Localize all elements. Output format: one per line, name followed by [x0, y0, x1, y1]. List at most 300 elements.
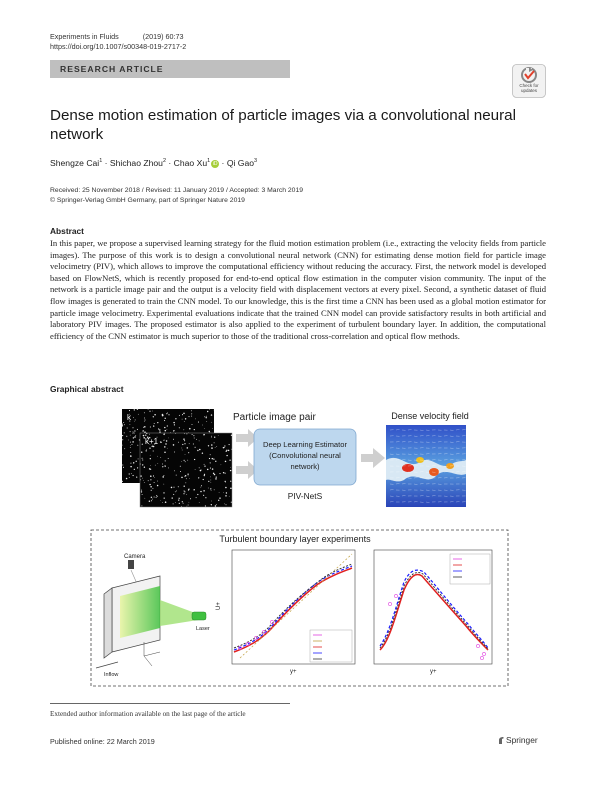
- particle-dot: [152, 411, 153, 412]
- particle-dot: [174, 430, 175, 431]
- particle-dot: [171, 487, 173, 489]
- particle-dot: [159, 429, 160, 430]
- particle-dot: [160, 441, 162, 443]
- particle-dot: [164, 427, 165, 428]
- particle-dot: [202, 453, 203, 454]
- tbl-experiments-title: Turbulent boundary layer experiments: [219, 534, 371, 544]
- particle-dot: [210, 462, 211, 463]
- particle-dot: [126, 436, 127, 437]
- particle-dot: [230, 467, 231, 468]
- svg-text:U+: U+: [216, 602, 222, 610]
- particle-dot: [201, 485, 202, 486]
- particle-dot: [211, 504, 212, 505]
- particle-dot: [194, 490, 195, 491]
- particle-dot: [198, 422, 199, 423]
- particle-dot: [165, 418, 166, 419]
- author-name[interactable]: Qi Gao: [226, 158, 255, 168]
- particle-dot: [127, 427, 128, 428]
- particle-dot: [191, 410, 192, 411]
- particle-dot: [194, 459, 195, 460]
- particle-dot: [124, 424, 125, 425]
- particle-dot: [223, 492, 224, 493]
- particle-dot: [183, 493, 184, 494]
- particle-dot: [173, 494, 174, 495]
- particle-dot: [193, 443, 194, 444]
- particle-dot: [182, 444, 183, 445]
- particle-dot: [163, 492, 164, 493]
- copyright-notice: © Springer-Verlag GmbH Germany, part of Springer Nature 2019: [50, 197, 245, 204]
- particle-dot: [206, 421, 207, 422]
- affiliation-marker: 2: [162, 158, 167, 165]
- particle-dot: [206, 416, 207, 417]
- footnote-divider: [50, 703, 290, 704]
- particle-dot: [226, 492, 227, 493]
- particle-dot: [162, 464, 163, 465]
- particle-dot: [137, 429, 138, 430]
- particle-dot: [187, 474, 188, 475]
- particle-dot: [155, 465, 156, 466]
- particle-dot: [150, 426, 151, 427]
- particle-dot: [138, 458, 139, 459]
- particle-dot: [144, 421, 145, 422]
- particle-dot: [215, 505, 216, 506]
- particle-dot: [137, 408, 138, 409]
- particle-dot: [136, 476, 137, 477]
- particle-dot: [193, 435, 194, 436]
- particle-dot: [132, 441, 134, 443]
- springer-horse-icon: [497, 736, 505, 745]
- particle-dot: [130, 447, 131, 448]
- particle-dot: [130, 452, 131, 453]
- particle-dot: [199, 449, 201, 451]
- particle-dot: [128, 440, 129, 441]
- particle-dot: [174, 470, 175, 471]
- particle-dot: [199, 441, 200, 442]
- particle-dot: [136, 461, 137, 462]
- particle-dot: [212, 468, 213, 469]
- particle-dot: [174, 424, 175, 425]
- particle-dot: [182, 414, 183, 415]
- particle-dot: [208, 445, 209, 446]
- orcid-icon[interactable]: iD: [212, 161, 218, 167]
- particle-dot: [185, 461, 186, 462]
- velocity-profile-plot: [216, 550, 355, 675]
- particle-dot: [226, 455, 227, 456]
- particle-dot: [211, 414, 212, 415]
- check-for-updates-label: Check for updates: [519, 83, 539, 93]
- particle-dot: [137, 467, 138, 468]
- particle-dot: [162, 476, 164, 478]
- particle-dot: [141, 490, 142, 491]
- particle-dot: [129, 473, 130, 474]
- particle-dot: [141, 458, 142, 459]
- particle-dot: [187, 506, 188, 507]
- particle-dot: [207, 469, 209, 471]
- particle-dot: [175, 433, 176, 434]
- particle-dot: [163, 484, 164, 485]
- particle-dot: [170, 432, 171, 433]
- particle-dot: [180, 471, 181, 472]
- particle-dot: [182, 501, 183, 502]
- frame-label-k: k: [127, 413, 131, 422]
- particle-dot: [179, 503, 180, 504]
- author-list: Shengze Cai$^1$ · Shichao Zhou$^2$ · Chao Xu$^1$ iD · Qi Gao$^3$: [50, 158, 258, 168]
- particle-dot: [149, 484, 150, 485]
- estimator-name: PIV-NetS: [287, 491, 323, 501]
- particle-dot: [199, 502, 200, 503]
- particle-dot: [168, 467, 169, 468]
- particle-dot: [192, 424, 193, 425]
- particle-dot: [132, 427, 133, 428]
- svg-text:Camera: Camera: [124, 554, 146, 560]
- particle-dot: [228, 450, 230, 452]
- particle-dot: [214, 437, 215, 438]
- author-name[interactable]: Shichao Zhou: [109, 158, 163, 168]
- particle-dot: [134, 436, 136, 438]
- particle-dot: [189, 428, 191, 430]
- particle-dot: [175, 491, 176, 492]
- particle-dot: [214, 410, 215, 411]
- particle-dot: [205, 497, 206, 498]
- particle-dot: [210, 468, 211, 469]
- particle-dot: [204, 465, 205, 466]
- particle-dot: [185, 475, 187, 477]
- author-name[interactable]: Shengze Cai: [50, 158, 100, 168]
- published-date: Published online: 22 March 2019: [50, 737, 155, 746]
- particle-dot: [204, 416, 205, 417]
- particle-dot: [165, 460, 166, 461]
- particle-dot: [168, 438, 169, 439]
- particle-dot: [167, 448, 168, 449]
- velocity-field-image: [386, 425, 466, 507]
- particle-dot: [142, 444, 143, 445]
- particle-dot: [152, 488, 153, 489]
- particle-dot: [185, 482, 186, 483]
- particle-dot: [144, 426, 146, 428]
- particle-dot: [184, 421, 185, 422]
- particle-dot: [225, 495, 226, 496]
- particle-dot: [183, 438, 185, 440]
- particle-dot: [209, 458, 210, 459]
- article-type-badge: [50, 60, 290, 78]
- particle-dot: [184, 440, 185, 441]
- particle-dot: [141, 505, 142, 506]
- particle-dot: [141, 451, 142, 452]
- particle-dot: [181, 506, 182, 507]
- particle-dot: [130, 455, 132, 457]
- particle-dot: [122, 455, 123, 456]
- particle-dot: [149, 448, 150, 449]
- particle-dot: [167, 425, 168, 426]
- particle-dot: [165, 430, 167, 432]
- svg-text:Laser: Laser: [196, 626, 210, 632]
- particle-dot: [146, 450, 147, 451]
- particle-dot: [160, 457, 161, 458]
- particle-dot: [184, 460, 185, 461]
- particle-dot: [188, 416, 189, 417]
- particle-dot: [154, 477, 155, 478]
- particle-dot: [164, 497, 165, 498]
- particle-dot: [191, 413, 192, 414]
- affiliation-marker: 1: [99, 158, 103, 165]
- particle-dot: [200, 487, 201, 488]
- particle-dot: [162, 502, 163, 503]
- particle-dot: [196, 497, 197, 498]
- particle-dot: [164, 451, 166, 453]
- particle-dot: [203, 495, 204, 496]
- particle-dot: [221, 464, 222, 465]
- particle-dot: [204, 464, 205, 465]
- particle-dot: [181, 477, 183, 479]
- particle-dot: [210, 454, 211, 455]
- particle-dot: [198, 421, 199, 422]
- particle-dot: [182, 419, 183, 420]
- particle-dot: [210, 480, 211, 481]
- particle-dot: [219, 498, 220, 499]
- particle-dot: [223, 472, 224, 473]
- particle-dot: [162, 414, 164, 416]
- particle-dot: [211, 444, 213, 446]
- particle-dot: [180, 466, 181, 467]
- particle-dot: [202, 425, 203, 426]
- svg-text:Deep Learning Estimator: Deep Learning Estimator: [263, 440, 347, 449]
- particle-dot: [122, 439, 123, 440]
- particle-dot: [192, 434, 193, 435]
- particle-dot: [214, 489, 215, 490]
- particle-dot: [187, 447, 189, 449]
- particle-dot: [164, 433, 165, 434]
- particle-dot: [204, 474, 205, 475]
- particle-dot: [207, 411, 208, 412]
- article-title: Dense motion estimation of particle images via a convolutional neural network: [50, 107, 516, 143]
- particle-dot: [173, 487, 174, 488]
- output-arrow: [361, 448, 385, 468]
- particle-dot: [144, 412, 145, 413]
- particle-dot: [150, 458, 151, 459]
- particle-dot: [184, 490, 185, 491]
- particle-dot: [195, 469, 196, 470]
- particle-dot: [156, 497, 157, 498]
- particle-dot: [198, 477, 199, 478]
- particle-dot: [129, 410, 130, 411]
- particle-dot: [154, 423, 155, 424]
- particle-dot: [194, 429, 195, 430]
- particle-dot: [144, 466, 145, 467]
- particle-dot: [164, 420, 165, 421]
- particle-dot: [150, 465, 151, 466]
- particle-dot: [179, 498, 180, 499]
- particle-dot: [123, 422, 124, 423]
- particle-dot: [225, 487, 227, 489]
- particle-dot: [168, 458, 169, 459]
- particle-dot: [215, 461, 216, 462]
- particle-dot: [131, 473, 132, 474]
- particle-dot: [211, 447, 213, 449]
- particle-dot: [165, 443, 166, 444]
- abstract-heading: Abstract: [50, 226, 84, 236]
- particle-dot: [146, 433, 147, 434]
- particle-dot: [191, 416, 192, 417]
- particle-dot: [197, 494, 198, 495]
- particle-dot: [153, 450, 154, 451]
- particle-dot: [141, 491, 142, 492]
- particle-dot: [175, 418, 176, 419]
- particle-dot: [188, 452, 189, 453]
- particle-dot: [175, 502, 176, 503]
- particle-dot: [204, 475, 205, 476]
- particle-dot: [231, 449, 232, 450]
- particle-dot: [157, 485, 159, 487]
- particle-dot: [178, 486, 179, 487]
- particle-dot: [208, 488, 209, 489]
- particle-dot: [142, 464, 143, 465]
- particle-dot: [167, 429, 168, 430]
- particle-dot: [134, 409, 135, 410]
- particle-dot: [178, 442, 179, 443]
- doi-link[interactable]: https://doi.org/10.1007/s00348-019-2717-2: [50, 42, 187, 51]
- particle-dot: [151, 490, 152, 491]
- particle-dot: [144, 418, 145, 419]
- particle-dot: [187, 460, 188, 461]
- particle-dot: [225, 473, 226, 474]
- particle-dot: [210, 482, 211, 483]
- journal-citation: [50, 32, 183, 41]
- particle-dot: [126, 478, 128, 480]
- particle-dot: [211, 490, 212, 491]
- particle-dot: [124, 448, 125, 449]
- particle-dot: [144, 431, 146, 433]
- particle-dot: [213, 473, 214, 474]
- article-dates: Received: 25 November 2018 / Revised: 11 January 2019 / Accepted: 3 March 2019: [50, 187, 304, 194]
- particle-dot: [153, 416, 154, 417]
- particle-dot: [181, 448, 182, 449]
- particle-dot: [184, 433, 185, 434]
- particle-dot: [216, 446, 217, 447]
- particle-dot: [144, 482, 145, 483]
- particle-dot: [162, 466, 163, 467]
- particle-dot: [218, 500, 219, 501]
- particle-dot: [133, 417, 134, 418]
- particle-dot: [224, 504, 225, 505]
- particle-dot: [212, 428, 213, 429]
- particle-dot: [134, 469, 135, 470]
- particle-dot: [185, 418, 186, 419]
- particle-dot: [157, 422, 158, 423]
- publisher-name: Springer: [506, 735, 538, 745]
- particle-dot: [157, 481, 158, 482]
- particle-dot: [142, 459, 143, 460]
- particle-dot: [131, 463, 132, 464]
- particle-dot: [229, 460, 230, 461]
- particle-dot: [130, 466, 132, 468]
- particle-dot: [143, 480, 144, 481]
- particle-dot: [181, 461, 182, 462]
- particle-dot: [203, 434, 204, 435]
- particle-dot: [195, 419, 196, 420]
- particle-dot: [134, 421, 135, 422]
- particle-dot: [152, 499, 153, 500]
- particle-dot: [122, 481, 123, 482]
- frame-label-k1: k+1: [145, 437, 159, 446]
- particle-dot: [135, 435, 136, 436]
- particle-dot: [131, 444, 132, 445]
- particle-dot: [122, 425, 124, 427]
- svg-text:y+: y+: [430, 669, 437, 675]
- particle-dot: [150, 475, 152, 477]
- particle-dot: [189, 502, 190, 503]
- particle-dot: [157, 496, 158, 497]
- particle-dot: [196, 439, 197, 440]
- particle-dot: [190, 498, 191, 499]
- particle-dot: [122, 464, 123, 465]
- particle-dot: [186, 478, 187, 479]
- particle-dot: [215, 478, 217, 480]
- particle-dot: [173, 439, 174, 440]
- particle-dot: [183, 413, 184, 414]
- particle-dot: [133, 437, 134, 438]
- particle-dot: [211, 422, 212, 423]
- particle-dot: [123, 467, 124, 468]
- particle-dot: [200, 470, 201, 471]
- particle-dot: [213, 458, 214, 459]
- particle-dot: [121, 445, 122, 446]
- particle-dot: [231, 502, 232, 503]
- particle-dot: [164, 446, 166, 448]
- particle-dot: [226, 504, 227, 505]
- particle-dot: [163, 434, 164, 435]
- particle-dot: [153, 446, 154, 447]
- particle-dot: [203, 479, 204, 480]
- particle-dot: [230, 470, 231, 471]
- particle-dot: [135, 419, 136, 420]
- particle-dot: [166, 440, 167, 441]
- particle-dot: [146, 449, 147, 450]
- turbulence-intensity-plot: [374, 550, 492, 675]
- particle-dot: [176, 475, 177, 476]
- particle-dot: [212, 458, 214, 460]
- particle-dot: [188, 505, 189, 506]
- svg-text:y+: y+: [290, 669, 297, 675]
- estimator-block: [254, 429, 356, 485]
- particle-dot: [216, 504, 217, 505]
- svg-text:network): network): [290, 462, 320, 471]
- particle-dot: [206, 417, 207, 418]
- author-name[interactable]: Chao Xu: [173, 158, 208, 168]
- particle-dot: [218, 435, 219, 436]
- particle-image-k1: [140, 433, 233, 507]
- particle-dot: [150, 479, 151, 480]
- particle-dot: [204, 428, 205, 429]
- citation: (2019) 60:73: [142, 32, 184, 41]
- particle-dot: [203, 490, 204, 491]
- particle-dot: [173, 422, 174, 423]
- particle-dot: [164, 465, 165, 466]
- svg-text:Inflow: Inflow: [104, 672, 119, 678]
- particle-dot: [132, 433, 133, 434]
- particle-dot: [184, 476, 185, 477]
- particle-dot: [205, 505, 206, 506]
- particle-dot: [166, 414, 167, 415]
- particle-dot: [199, 467, 200, 468]
- particle-dot: [150, 455, 151, 456]
- particle-dot: [149, 500, 150, 501]
- particle-dot: [230, 481, 231, 482]
- article-type-label: RESEARCH ARTICLE: [60, 64, 164, 74]
- particle-dot: [133, 433, 134, 434]
- particle-dot: [148, 408, 149, 409]
- particle-dot: [216, 476, 217, 477]
- abstract-body: In this paper, we propose a supervised learning strategy for the fluid motion estimation problem (i.e., extracting the velocity fields from particle images). The purpose of this work is to design a convolutional neural network (CNN) for estimating dense motion field for particle image velocimetry (PIV), which allows to improve the computational efficiency without reducing the accuracy. First, the network model is developed based on FlowNetS, which is recently proposed for end-to-end optical flow estimation in the computer vision community. The input of the network is a particle image pair and the output is a velocity field with displacement vectors at every pixel. Second, a synthetic dataset of fluid flow images is generated to train the CNN model. To our knowledge, this is the first time a CNN has been used as a global motion estimator for particle image velocimetry. Experimental evaluations indicate that the trained CNN model can provide satisfactory results in both artificial and laboratory PIV images. The proposed estimator is also applied to the experiment of turbulent boundary layer. In addition, the computational efficiency of the CNN estimator is much superior to those of the traditional cross-correlation and optical flow methods.: [50, 238, 546, 341]
